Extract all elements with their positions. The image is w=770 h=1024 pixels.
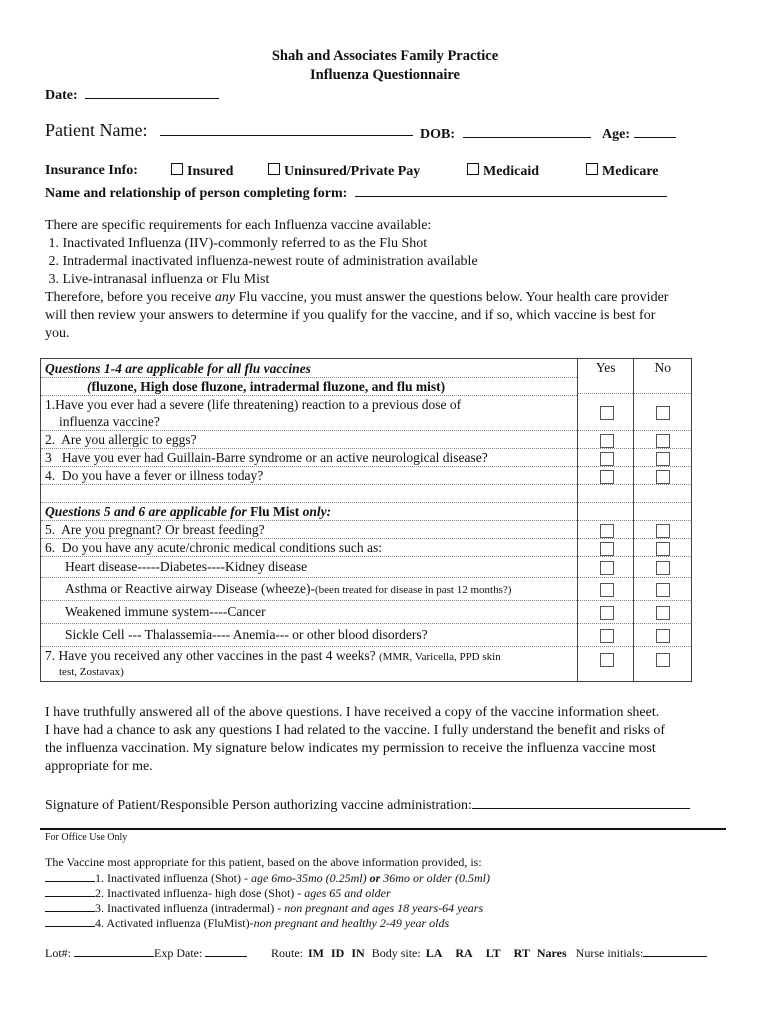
section1-title: Questions 1-4 are applicable for all flu vaccines — [41, 359, 577, 378]
date-field[interactable] — [85, 84, 219, 99]
route-in[interactable]: IN — [351, 946, 365, 960]
relationship-label: Name and relationship of person completing form: — [45, 186, 348, 201]
checkbox-icon[interactable] — [656, 583, 670, 597]
checkbox-icon[interactable] — [467, 163, 479, 175]
section1-subtitle: (fluzone, High dose fluzone, intradermal fluzone, and flu mist) — [41, 378, 577, 396]
question-6b: Asthma or Reactive airway Disease (wheeze)-(been treated for disease in past 12 months?) — [41, 578, 577, 601]
questions-column — [41, 359, 578, 682]
q3-no[interactable] — [634, 449, 691, 467]
checkbox-icon[interactable] — [656, 470, 670, 484]
dob-row — [420, 123, 591, 143]
question-1-line2: influenza vaccine? — [41, 413, 577, 431]
checkbox-icon[interactable] — [656, 452, 670, 466]
insurance-option-medicaid[interactable]: Medicaid — [467, 163, 539, 180]
q6c-no[interactable] — [634, 601, 691, 624]
checkbox-icon[interactable] — [171, 163, 183, 175]
body-site-label: Body site: — [371, 946, 421, 960]
checkbox-icon[interactable] — [656, 406, 670, 420]
q6d-no[interactable] — [634, 624, 691, 647]
attest-line-4: appropriate for me. — [45, 759, 153, 774]
q2-no[interactable] — [634, 431, 691, 449]
office-intro: The Vaccine most appropriate for this patient, based on the above information provided, is: — [45, 855, 482, 869]
site-lt[interactable]: LT — [485, 946, 501, 960]
intro-paragraph-line3: you. — [45, 326, 70, 341]
site-nares[interactable]: Nares — [536, 946, 567, 960]
office-use-label: For Office Use Only — [45, 832, 128, 843]
dob-label: DOB: — [420, 127, 455, 142]
patient-name-row — [45, 119, 413, 141]
checkbox-icon[interactable] — [600, 406, 614, 420]
office-option-1: 1. Inactivated influenza (Shot) - age 6mo-35mo (0.25ml) or 36mo or older (0.5ml) — [45, 870, 490, 886]
q4-no[interactable] — [634, 467, 691, 485]
question-6c: Weakened immune system----Cancer — [41, 601, 577, 624]
checkbox-icon[interactable] — [656, 561, 670, 575]
question-4: 4. Do you have a fever or illness today? — [41, 467, 577, 485]
question-7-line1: 7. Have you received any other vaccines in the past 4 weeks? (MMR, Varicella, PPD skin — [45, 648, 501, 663]
relationship-field[interactable] — [355, 182, 667, 197]
office-option-2: 2. Inactivated influenza- high dose (Shot) - ages 65 and older — [45, 885, 391, 901]
question-3: 3 Have you ever had Guillain-Barre syndrome or an active neurological disease? — [41, 449, 577, 467]
checkbox-icon[interactable] — [600, 561, 614, 575]
checkbox-icon[interactable] — [586, 163, 598, 175]
option-4-blank[interactable] — [45, 915, 95, 927]
checkbox-icon[interactable] — [656, 434, 670, 448]
signature-row — [45, 794, 690, 814]
exp-label: Exp Date: — [154, 946, 203, 960]
q5-yes[interactable] — [578, 521, 634, 539]
attest-line-2: I have had a chance to ask any questions I had related to the vaccine. I fully understand the benefit and risks of — [45, 723, 666, 738]
signature-label: Signature of Patient/Responsible Person authorizing vaccine administration: — [45, 798, 472, 813]
intro-item-2: 2. Intradermal inactivated influenza-newest route of administration available — [45, 254, 478, 269]
q2-yes[interactable] — [578, 431, 634, 449]
exp-field[interactable] — [205, 945, 247, 957]
checkbox-icon[interactable] — [600, 470, 614, 484]
q6b-yes[interactable] — [578, 578, 634, 601]
attest-line-1: I have truthfully answered all of the above questions. I have received a copy of the vaccine information sheet. — [45, 705, 660, 720]
route-row — [271, 945, 707, 961]
question-5: 5. Are you pregnant? Or breast feeding? — [41, 521, 577, 539]
insurance-option-medicare[interactable]: Medicare — [586, 163, 659, 180]
nurse-initials-label: Nurse initials: — [575, 946, 644, 960]
checkbox-icon[interactable] — [656, 542, 670, 556]
checkbox-icon[interactable] — [656, 653, 670, 667]
q1-yes[interactable] — [578, 394, 634, 431]
spacer-row — [41, 485, 577, 503]
q6c-yes[interactable] — [578, 601, 634, 624]
patient-name-field[interactable] — [160, 119, 413, 136]
insurance-option-uninsured[interactable]: Uninsured/Private Pay — [268, 163, 420, 180]
yes-column — [577, 359, 634, 682]
q6-yes[interactable] — [578, 539, 634, 557]
q5-no[interactable] — [634, 521, 691, 539]
checkbox-icon[interactable] — [600, 653, 614, 667]
q6a-no[interactable] — [634, 557, 691, 578]
intro-paragraph-line1: Therefore, before you receive any Flu vaccine, you must answer the questions below. Your health care provider — [45, 290, 669, 305]
lot-row — [45, 945, 247, 961]
section2-title: Questions 5 and 6 are applicable for Flu Mist only: — [41, 503, 577, 521]
date-label: Date: — [45, 88, 78, 103]
intro-paragraph-line2: will then review your answers to determine if you qualify for the vaccine, and if so, which vaccine is best for — [45, 308, 656, 323]
age-field[interactable] — [634, 123, 676, 138]
question-2: 2. Are you allergic to eggs? — [41, 431, 577, 449]
checkbox-icon[interactable] — [600, 452, 614, 466]
dob-field[interactable] — [463, 123, 591, 138]
relationship-row — [45, 182, 667, 202]
option-3-blank[interactable] — [45, 900, 95, 912]
nurse-initials-field[interactable] — [643, 945, 707, 957]
site-la[interactable]: LA — [425, 946, 443, 960]
option-2-blank[interactable] — [45, 885, 95, 897]
checkbox-icon[interactable] — [600, 542, 614, 556]
site-ra[interactable]: RA — [455, 946, 473, 960]
q6-no[interactable] — [634, 539, 691, 557]
checkbox-icon[interactable] — [600, 434, 614, 448]
signature-field[interactable] — [472, 794, 690, 809]
age-label: Age: — [602, 127, 630, 142]
site-rt[interactable]: RT — [513, 946, 530, 960]
no-header: No — [654, 360, 671, 375]
route-id[interactable]: ID — [331, 946, 345, 960]
question-1-line1: 1.Have you ever had a severe (life threatening) reaction to a previous dose of — [45, 397, 462, 412]
checkbox-icon[interactable] — [656, 629, 670, 643]
checkbox-icon[interactable] — [600, 583, 614, 597]
age-row — [602, 123, 676, 143]
intro-line: There are specific requirements for each Influenza vaccine available: — [45, 218, 432, 233]
route-im[interactable]: IM — [308, 946, 324, 960]
practice-name: Shah and Associates Family Practice — [271, 48, 499, 64]
insurance-label: Insurance Info: — [45, 163, 138, 178]
checkbox-icon[interactable] — [656, 606, 670, 620]
no-column — [634, 359, 692, 682]
q7-no[interactable] — [634, 647, 691, 679]
lot-field[interactable] — [74, 945, 154, 957]
lot-label: Lot#: — [45, 946, 71, 960]
intro-item-3: 3. Live-intranasal influenza or Flu Mist — [45, 272, 270, 287]
questions-table — [40, 358, 692, 682]
checkbox-icon[interactable] — [600, 606, 614, 620]
office-option-3: 3. Inactivated influenza (intradermal) - non pregnant and ages 18 years-64 years — [45, 900, 483, 916]
question-6d: Sickle Cell --- Thalassemia---- Anemia--- or other blood disorders? — [41, 624, 577, 647]
q1-no[interactable] — [634, 394, 691, 431]
option-1-blank[interactable] — [45, 870, 95, 882]
q6a-yes[interactable] — [578, 557, 634, 578]
yes-header: Yes — [595, 360, 616, 375]
date-row — [45, 84, 219, 104]
q4-yes[interactable] — [578, 467, 634, 485]
checkbox-icon[interactable] — [268, 163, 280, 175]
q6d-yes[interactable] — [578, 624, 634, 647]
q7-yes[interactable] — [578, 647, 634, 679]
q3-yes[interactable] — [578, 449, 634, 467]
patient-name-label: Patient Name: — [45, 120, 148, 140]
q6b-no[interactable] — [634, 578, 691, 601]
form-title: Influenza Questionnaire — [310, 67, 460, 83]
checkbox-icon[interactable] — [600, 524, 614, 538]
question-7-line2: test, Zostavax) — [59, 666, 124, 678]
insurance-option-insured[interactable]: Insured — [171, 163, 233, 180]
attest-line-3: the influenza vaccination. My signature below indicates my permission to receive the influenza vaccine most — [45, 741, 656, 756]
checkbox-icon[interactable] — [600, 629, 614, 643]
question-6a: Heart disease-----Diabetes----Kidney disease — [41, 557, 577, 578]
route-label: Route: — [271, 946, 303, 960]
intro-item-1: 1. Inactivated Influenza (IIV)-commonly referred to as the Flu Shot — [45, 236, 428, 251]
office-divider — [40, 828, 726, 830]
checkbox-icon[interactable] — [656, 524, 670, 538]
office-option-4: 4. Activated influenza (FluMist)-non pregnant and healthy 2-49 year olds — [45, 915, 449, 931]
question-6: 6. Do you have any acute/chronic medical conditions such as: — [41, 539, 577, 557]
